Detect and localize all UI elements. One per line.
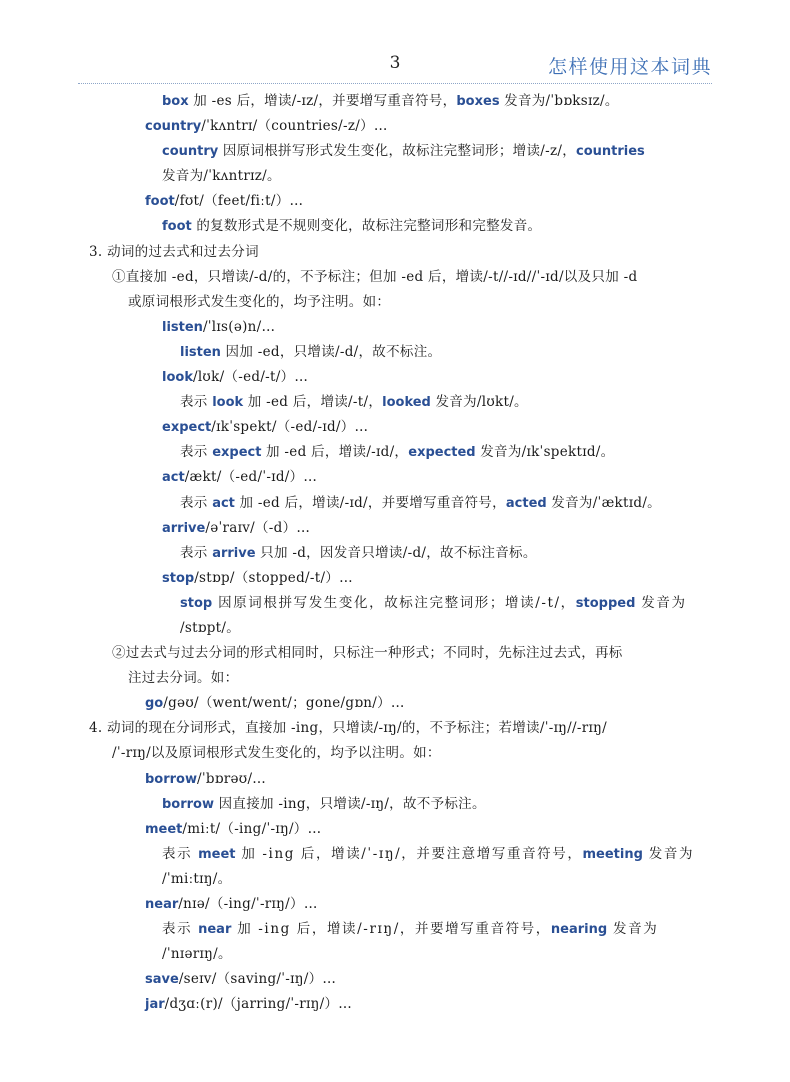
line-text: /əˈraɪv/（-d）… [205,519,311,536]
line-text: 加 -ing 后，增读/-rɪŋ/，并要增写重音符号， [231,921,551,938]
line-text: 发音为 [642,845,695,862]
text-line-l17 [0,491,790,516]
line-text: /ɪkˈspekt/（-ed/-ɪd/）… [211,419,369,436]
line-text: /stɒpt/。 [180,619,241,636]
line-text: /ˈnɪərɪŋ/。 [162,946,232,963]
line-text: ②过去式与过去分词的形式相同时，只标注一种形式；不同时，先标注过去式，再标 [112,645,623,662]
line-text: 发音为/ˈkʌntrɪz/。 [162,168,281,185]
text-line-l21 [0,591,790,616]
running-head-title: 怎样使用这本词典 [547,56,712,78]
text-line-l18 [0,516,790,541]
line-text: ①直接加 -ed，只增读/-d/的，不予标注；但加 -ed 后，增读/-t//-ɪd//ˈ-ɪd/以及只加 -d [112,268,638,285]
text-line-l04 [0,164,790,189]
text-line-l35 [0,942,790,967]
line-text: 因原词根拼写形式发生变化，故标注完整词形；增读/-z/， [218,143,577,160]
headword: stop [180,595,213,611]
headword: near [145,897,179,912]
text-line-l08 [0,265,790,290]
text-line-l03 [0,139,790,164]
text-line-l06 [0,214,790,239]
headword: near [198,922,232,938]
text-line-l20 [0,566,790,591]
text-line-l14 [0,415,790,440]
text-line-l19 [0,541,790,566]
page-body [0,89,790,1017]
line-text: /miːt/（-ing/ˈ-ɪŋ/）… [182,820,322,837]
line-text: /ækt/（-ed/ˈ-ɪd/）… [184,469,318,486]
line-text: /seɪv/（saving/ˈ-ɪŋ/）… [178,971,337,988]
text-line-l07 [0,240,790,265]
line-text: /ˈkʌntrɪ/（countries/-z/）… [201,118,388,135]
text-line-l34 [0,917,790,942]
headword: meet [198,846,236,862]
text-line-l09 [0,290,790,315]
text-line-l01 [0,89,790,114]
text-line-l16 [0,465,790,490]
line-text: 或原词根形式发生变化的，均予注明。如： [128,293,391,310]
line-text: 发音为/ɪkˈspektɪd/。 [475,444,615,461]
text-line-l31 [0,842,790,867]
headword: go [145,696,164,712]
line-text: 表示 [180,444,213,461]
line-text: 发音为/ˈbɒksɪz/。 [499,93,619,109]
page-number: 3 [389,53,401,73]
headword: borrow [145,771,197,787]
text-line-l10 [0,315,790,340]
text-line-l36 [0,967,790,992]
text-line-l32 [0,867,790,892]
headword: arrive [212,545,256,561]
line-text: 因直接加 -ing，只增读/-ɪŋ/，故不予标注。 [214,795,486,812]
text-line-l33 [0,892,790,917]
headword: box [162,94,189,109]
text-line-l23 [0,641,790,666]
text-line-l15 [0,440,790,465]
line-text: 表示 [162,845,199,862]
line-text: 发音为/lʊkt/。 [430,394,528,411]
line-text: 加 -es 后，增读/-ɪz/，并要增写重音符号， [188,93,457,109]
text-line-l25 [0,691,790,716]
line-text: /gəʊ/（went/went/；gone/gɒn/）… [163,695,405,712]
line-text: /lʊk/（-ed/-t/）… [192,369,309,386]
line-text: 表示 [180,544,213,561]
line-text: 因原词根拼写发生变化，故标注完整词形；增读/-t/， [212,594,576,611]
headword: look [162,370,193,386]
headword: foot [162,219,192,235]
headword: save [145,972,179,988]
text-line-l05 [0,189,790,214]
headword: look [212,395,244,411]
headword: meeting [582,846,643,862]
line-text: /dʒɑː(r)/（jarring/ˈ-rɪŋ/）… [164,996,353,1013]
text-line-l22 [0,616,790,641]
text-line-l02 [0,114,790,139]
line-text: 注过去分词。如： [128,670,239,687]
line-text: 加 -ing 后，增读/ˈ-ɪŋ/，并要注意增写重音符号， [235,845,583,862]
line-text: 4. 动词的现在分词形式，直接加 -ing，只增读/-ɪŋ/的，不予标注；若增读/ˈ-ɪŋ//-rɪŋ/ [89,720,607,737]
headword: listen [162,319,203,335]
line-text: 的复数形式是不规则变化，故标注完整词形和完整发音。 [191,218,542,235]
line-text: /fʊt/（feet/fiːt/）… [174,193,304,210]
headword: meet [145,821,183,837]
line-text: 加 -ed 后，增读/-t/， [243,394,383,411]
line-text: 发音为 [635,594,687,611]
line-text: 因加 -ed，只增读/-d/，故不标注。 [220,343,442,360]
text-line-l37 [0,992,790,1017]
headword: listen [180,344,221,360]
line-text: /ˈ-rɪŋ/以及原词根形式发生变化的，均予以注明。如： [112,745,441,762]
line-text: 发音为/ˈæktɪd/。 [546,494,661,511]
line-text: 表示 [162,921,199,938]
line-text: 发音为 [607,921,659,938]
headword: expect [212,445,262,461]
headword: boxes [456,94,500,109]
text-line-l12 [0,365,790,390]
headword: nearing [550,922,608,938]
headword: expected [408,445,476,461]
headword: country [145,119,202,135]
line-text: /ˈmiːtɪŋ/。 [162,870,232,887]
line-text: 表示 [180,394,213,411]
line-text: 表示 [180,494,213,511]
text-line-l24 [0,666,790,691]
text-line-l26 [0,716,790,741]
line-text: 加 -ed 后，增读/-ɪd/，并要增写重音符号， [234,494,506,511]
line-text: /stɒp/（stopped/-t/）… [194,569,353,586]
headword: stopped [575,595,636,611]
line-text: /ˈlɪs(ə)n/… [202,318,276,335]
headword: acted [505,495,547,511]
line-text: 3. 动词的过去式和过去分词 [89,243,259,260]
headword: act [212,495,235,511]
headword: foot [145,194,175,210]
headword: expect [162,420,212,436]
headword: stop [162,570,195,586]
text-line-l30 [0,817,790,842]
headword: looked [382,395,431,411]
headword: jar [145,997,165,1013]
headword: countries [576,144,645,160]
headword: country [162,144,219,160]
line-text: 加 -ed 后，增读/-ɪd/， [261,444,409,461]
text-line-l11 [0,340,790,365]
text-line-l13 [0,390,790,415]
text-line-l28 [0,767,790,792]
header-dotted-rule [78,83,712,84]
headword: borrow [162,796,214,812]
headword: act [162,470,185,486]
text-line-l27 [0,741,790,766]
headword: arrive [162,520,206,536]
line-text: /nɪə/（-ing/ˈ-rɪŋ/）… [178,896,318,912]
line-text: /ˈbɒrəʊ/… [197,770,267,787]
text-line-l29 [0,792,790,817]
line-text: 只加 -d，因发音只增读/-d/，故不标注音标。 [255,544,537,561]
